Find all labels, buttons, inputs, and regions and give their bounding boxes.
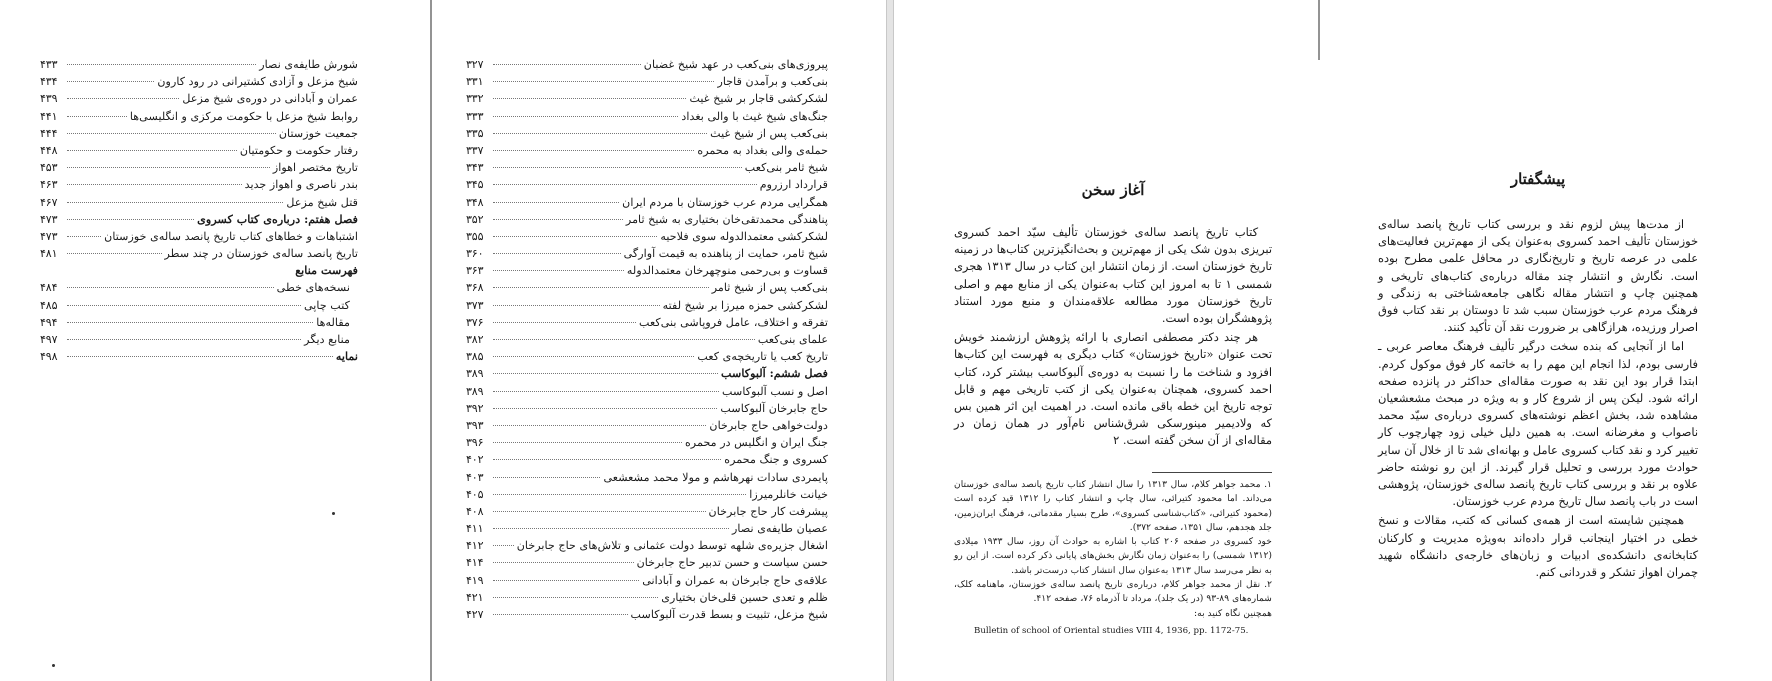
toc-entry-title: لشکرکشی قاجار بر شیخ غیث <box>689 92 828 106</box>
toc-leader-dots <box>67 253 162 254</box>
toc-entry-page-number: ۴۱۱ <box>466 522 484 536</box>
scan-speck <box>332 512 335 515</box>
toc-entry-page-number: ۴۲۷ <box>466 608 484 621</box>
toc-entry-title: لشکرکشی معتمدالدوله سوی فلاحیه <box>660 229 828 243</box>
toc-entry-page-number: ۳۳۲ <box>466 92 484 106</box>
toc-entry-page-number: ۳۶۳ <box>466 264 484 278</box>
toc-entry-page-number: ۳۲۷ <box>466 58 484 71</box>
toc-column-middle <box>466 56 828 623</box>
toc-entry <box>466 73 828 90</box>
toc-entry <box>40 56 358 73</box>
toc-entry-title: پایمردی سادات نهرهاشم و مولا محمد مشعشعی <box>603 470 828 484</box>
toc-entry-title: همگرایی مردم عرب خوزستان با مردم ایران <box>622 195 828 209</box>
toc-entry-page-number: ۳۳۳ <box>466 109 484 123</box>
toc-leader-dots <box>493 545 514 546</box>
intro-paragraph: کتاب تاریخ پانصد ساله‌ی خوزستان تألیف سیّد احمد کسروی تبریزی بدون شک یکی از مهم‌ترین و بحث‌انگیزترین کتاب‌ها در زمینه تاریخ خوزستان است. از زمان انتشار این کتاب در سال ۱۳۱۳ هجری شمسی ۱ تا به امروز این کتاب به‌عنوان یکی از منابع مهم و اصلی تاریخ خوزستان مورد مطالعه علاقه‌مندان و منبع مورد استناد پژوهشگران بوده است. <box>954 225 1273 326</box>
toc-entry-title: اشتباهات و خطاهای کتاب تاریخ پانصد ساله‌ی خوزستان <box>104 229 358 243</box>
toc-entry-page-number: ۳۴۵ <box>466 178 484 192</box>
toc-entry-title: حسن سیاست و حسن تدبیر حاج جابرخان <box>636 556 828 570</box>
toc-entry-title: جمعیت خوزستان <box>278 126 358 140</box>
toc-entry-page-number: ۴۱۴ <box>466 556 484 570</box>
toc-entry-title: بنی‌کعب پس از شیخ غیث <box>710 126 828 140</box>
toc-entry <box>40 73 358 90</box>
toc-leader-dots <box>493 528 729 529</box>
toc-entry-page-number: ۳۹۳ <box>466 418 484 432</box>
toc-leader-dots <box>493 391 719 392</box>
toc-entry-page-number: ۳۸۹ <box>466 384 484 398</box>
toc-entry-page-number: ۴۲۱ <box>466 590 484 604</box>
toc-leader-dots <box>493 133 707 134</box>
toc-leader-dots <box>493 356 694 357</box>
toc-entry-title: بنی‌کعب و برآمدن قاجار <box>717 75 828 89</box>
toc-column-far-left <box>40 56 358 365</box>
toc-entry-page-number: ۳۸۹ <box>466 367 484 381</box>
toc-entry <box>466 520 828 537</box>
toc-entry <box>466 108 828 125</box>
toc-entry-title: دولت‌خواهی حاج جابرخان <box>709 418 828 432</box>
toc-leader-dots <box>493 236 657 237</box>
toc-entry-page-number: ۴۴۱ <box>40 109 58 123</box>
toc-leader-dots <box>493 64 641 65</box>
toc-leader-dots <box>493 305 660 306</box>
toc-entry <box>40 245 358 262</box>
toc-entry-title: تفرقه و اختلاف، عامل فروپاشی بنی‌کعب <box>639 315 828 329</box>
toc-entry-title: بنی‌کعب پس از شیخ ثامر <box>711 281 828 295</box>
toc-entry <box>40 194 358 211</box>
toc-entry <box>466 348 828 365</box>
toc-entry <box>40 211 358 228</box>
intro-footnotes <box>954 478 1272 621</box>
toc-entry-page-number: ۴۰۳ <box>466 470 484 484</box>
toc-entry-title: قرارداد ارزروم <box>759 178 828 192</box>
toc-entry <box>466 331 828 348</box>
toc-entry-page-number: ۴۶۳ <box>40 178 58 192</box>
toc-entry-page-number: ۳۹۶ <box>466 436 484 450</box>
toc-entry-title: شیخ مزعل، تثبیت و بسط قدرت آلبوکاسب <box>630 608 828 621</box>
toc-entry-title: کسروی و جنگ محمره <box>724 453 828 467</box>
toc-entry-title: نمایه <box>335 349 358 364</box>
toc-entry <box>40 142 358 159</box>
toc-entry <box>40 297 358 314</box>
toc-leader-dots <box>67 133 276 134</box>
toc-leader-dots <box>493 253 621 254</box>
toc-entry-title: فهرست منابع <box>295 263 358 278</box>
toc-entry <box>466 90 828 107</box>
preface-paragraph: اما از آنجایی که بنده سخت درگیر تألیف فرهنگ معاصر عربی ـ فارسی بودم، لذا انجام این مهم را به خاتمه کار فوق موکول کردم. ابتدا قرار بود این نقد به صورت مقاله‌ای حداکثر در پانزده صفحه ارائه شود. لیکن پس از شروع کار و به ویژه در مبحث مشعشعیان مشاهده شد، بخش اعظم نوشته‌های کسروی درباره‌ی سیّد محمد ناصواب و مغرضانه است. به همین دلیل خیلی زود چهارچوب کار تغییر کرد و نقد کتاب کسروی عامل و بهانه‌ای شد تا از خلال آن سایر حوادث مورد بررسی و تحلیل قرار گیرند. از این رو نوشته حاضر علاوه بر نقد و بررسی کتاب تاریخ پانصد ساله‌ی خوزستان، پژوهشی است در باب پانصد سال تاریخ مردم عرب خوزستان. <box>1378 339 1698 509</box>
toc-entry-title: اشغال جزیره‌ی شلهه توسط دولت عثمانی و تلاش‌های حاج جابرخان <box>516 539 828 553</box>
toc-entry <box>40 348 358 365</box>
toc-entry-title: بندر ناصری و اهواز جدید <box>244 178 358 192</box>
toc-entry <box>466 417 828 434</box>
toc-leader-dots <box>493 373 718 374</box>
toc-leader-dots <box>493 167 742 168</box>
toc-entry <box>40 279 358 296</box>
toc-entry <box>466 554 828 571</box>
toc-leader-dots <box>493 580 639 581</box>
toc-entry <box>40 125 358 142</box>
spread-gutter <box>886 0 894 681</box>
toc-entry-page-number: ۴۱۹ <box>466 573 484 587</box>
toc-leader-dots <box>67 116 127 117</box>
toc-entry <box>466 572 828 589</box>
toc-entry <box>466 245 828 262</box>
toc-entry <box>40 314 358 331</box>
toc-entry-title: مقاله‌ها <box>316 315 350 329</box>
toc-entry-title: نسخه‌های خطی <box>276 281 350 295</box>
toc-entry <box>466 142 828 159</box>
toc-entry-title: ظلم و تعدی حسین قلی‌خان بختیاری <box>661 590 828 604</box>
toc-entry-title: شیخ مزعل و آزادی کشتیرانی در رود کارون <box>157 75 358 89</box>
toc-entry-page-number: ۳۷۳ <box>466 298 484 312</box>
toc-entry <box>466 56 828 73</box>
toc-leader-dots <box>67 98 179 99</box>
toc-entry-page-number: ۴۸۴ <box>40 281 58 295</box>
toc-entry-title: کتب چاپی <box>303 298 350 312</box>
toc-entry-page-number: ۳۸۲ <box>466 333 484 346</box>
toc-leader-dots <box>493 562 634 563</box>
toc-entry <box>466 262 828 279</box>
toc-entry-page-number: ۳۴۸ <box>466 195 484 209</box>
toc-entry <box>466 383 828 400</box>
toc-leader-dots <box>493 184 757 185</box>
toc-entry <box>466 589 828 606</box>
toc-entry <box>466 434 828 451</box>
toc-entry <box>40 262 358 279</box>
toc-entry <box>466 194 828 211</box>
toc-entry-title: خیانت خانلرمیرزا <box>749 487 828 501</box>
toc-leader-dots <box>493 287 709 288</box>
toc-entry <box>40 176 358 193</box>
toc-entry-title: حاج جابرخان آلبوکاسب <box>720 401 828 415</box>
toc-entry-title: فصل هفتم: درباره‌ی کتاب کسروی <box>197 211 358 226</box>
toc-entry-page-number: ۳۸۵ <box>466 350 484 364</box>
toc-leader-dots <box>493 116 678 117</box>
toc-entry-title: پیشرفت کار حاج جابرخان <box>708 504 828 518</box>
toc-entry-page-number: ۴۳۹ <box>40 92 58 106</box>
footnote-divider <box>1152 472 1272 473</box>
toc-leader-dots <box>67 64 256 65</box>
toc-entry-page-number: ۴۳۴ <box>40 75 58 89</box>
toc-entry <box>40 331 358 348</box>
toc-leader-dots <box>493 322 636 323</box>
toc-entry <box>466 537 828 554</box>
toc-entry <box>466 297 828 314</box>
toc-leader-dots <box>493 459 721 460</box>
toc-entry-page-number: ۴۶۷ <box>40 195 58 209</box>
toc-entry-page-number: ۴۵۳ <box>40 161 58 175</box>
toc-entry-title: جنگ ایران و انگلیس در محمره <box>684 436 828 450</box>
scan-speck <box>52 664 55 667</box>
toc-entry-page-number: ۴۱۲ <box>466 539 484 553</box>
toc-entry <box>466 314 828 331</box>
toc-entry-title: اصل و نسب آلبوکاسب <box>722 384 828 398</box>
toc-entry-page-number: ۳۳۷ <box>466 143 484 157</box>
toc-entry <box>466 606 828 623</box>
toc-leader-dots <box>67 184 242 185</box>
toc-entry <box>40 108 358 125</box>
toc-leader-dots <box>493 494 746 495</box>
toc-entry-title: قساوت و بی‌رحمی منوچهرخان معتمدالدوله <box>626 264 828 278</box>
intro-paragraph: هر چند دکتر مصطفی انصاری با ارائه پژوهش ارزشمند خویش تحت عنوان «تاریخ خوزستان» کتاب دیگری به فهرست این کتاب‌ها افزود و شناخت ما را نسبت به دوره‌ی آلبوکاسب بیشتر کرد، کتاب احمد کسروی، همچنان به‌عنوان یکی از کتب تاریخی مهم و قابل توجه تاریخ این خطه باقی مانده است. در اهمیت این اثر همین بس که ولادیمیر مینورسکی شرق‌شناس نام‌آور در همان زمان در مقاله‌ای از آن سخن گفته است. ۲ <box>954 330 1272 448</box>
toc-entry-title: علمای بنی‌کعب <box>757 333 828 346</box>
toc-entry-page-number: ۴۷۳ <box>40 212 58 226</box>
toc-entry-page-number: ۳۹۲ <box>466 401 484 415</box>
right-book-spread <box>894 0 1772 681</box>
toc-leader-dots <box>67 236 101 237</box>
toc-entry-title: لشکرکشی حمزه میرزا بر شیخ لفته <box>662 298 828 312</box>
toc-entry-title: شیخ ثامر، حمایت از پناهنده به قیمت آوارگی <box>623 247 828 261</box>
toc-leader-dots <box>67 81 154 82</box>
footnote-entry: خود کسروی در صفحه ۲۰۶ کتاب با اشاره به حوادث آن روز، سال ۱۹۳۳ میلادی (۱۳۱۲ شمسی) را به‌عنوان زمان نگارش بخش‌های پایانی ذکر کرده است. از این رو به نظر می‌رسد سال ۱۳۱۳ به‌عنوان سال انتشار کتاب درست‌تر باشد. <box>954 536 1272 576</box>
toc-entry-page-number: ۴۴۸ <box>40 143 58 157</box>
toc-entry <box>466 211 828 228</box>
toc-entry-page-number: ۴۴۴ <box>40 126 58 140</box>
toc-entry-page-number: ۳۵۵ <box>466 229 484 243</box>
intro-body-text <box>954 224 1272 452</box>
toc-entry-page-number: ۴۰۵ <box>466 487 484 501</box>
toc-entry <box>466 365 828 382</box>
toc-entry-title: عصیان طایفه‌ی نصار <box>732 522 828 536</box>
toc-leader-dots <box>493 270 624 271</box>
toc-entry-title: منابع دیگر <box>304 333 350 346</box>
toc-entry-title: علاقه‌ی حاج جابرخان به عمران و آبادانی <box>642 573 828 587</box>
toc-leader-dots <box>493 339 755 340</box>
toc-entry-page-number: ۳۳۱ <box>466 75 484 89</box>
toc-entry-page-number: ۴۹۴ <box>40 315 58 329</box>
toc-leader-dots <box>67 339 301 340</box>
toc-entry-page-number: ۴۹۷ <box>40 333 58 346</box>
toc-entry-page-number: ۴۰۲ <box>466 453 484 467</box>
footnote-entry: ۱. محمد جواهر کلام، سال ۱۳۱۳ را سال انتشار کتاب تاریخ پانصد ساله‌ی خوزستان می‌داند. اما محمود کتیرائی، سال چاپ و انتشار کتاب را ۱۳۱۲ قید کرده است (محمود کتیرائی، «کتاب‌شناسی کسروی»، طرح بسیار مقدماتی، فرهنگ ایران‌زمین، جلد هجدهم، سال ۱۳۵۱، صفحه ۳۷۲). <box>954 479 1272 533</box>
page-fold-line <box>1318 0 1320 60</box>
toc-entry <box>40 90 358 107</box>
toc-entry-title: جنگ‌های شیخ غیث با والی بغداد <box>681 109 828 123</box>
toc-entry <box>466 125 828 142</box>
toc-leader-dots <box>493 614 628 615</box>
toc-entry <box>466 400 828 417</box>
toc-leader-dots <box>493 425 706 426</box>
toc-leader-dots <box>67 202 283 203</box>
toc-leader-dots <box>493 597 658 598</box>
toc-entry-title: رفتار حکومت و حکومتیان <box>239 143 358 157</box>
preface-paragraph: از مدت‌ها پیش لزوم نقد و بررسی کتاب تاریخ پانصد ساله‌ی خوزستان تألیف احمد کسروی به‌عنوان یکی از مهم‌ترین فعالیت‌های علمی در عرصه تاریخ و تاریخ‌نگاری در محافل علمی مطرح بوده است. نگارش و انتشار چند مقاله درباره‌ی کتاب‌های تاریخی و همچنین چاپ و انتشار مقاله نگاهی جامعه‌شناختی به زندگی و فرهنگ مردم عرب خوزستان سبب شد تا دوستان بر نقد کتاب فوق اصرار ورزیده، هراز‌گاهی بر ضرورت نقد آن تأکید کنند. <box>1378 217 1698 335</box>
toc-entry-page-number: ۴۸۵ <box>40 298 58 312</box>
toc-entry-page-number: ۴۹۸ <box>40 350 58 364</box>
toc-leader-dots <box>67 356 333 357</box>
toc-leader-dots <box>67 150 237 151</box>
toc-entry-page-number: ۳۶۸ <box>466 281 484 295</box>
preface-heading: پیشگفتار <box>1510 170 1566 188</box>
toc-entry-page-number: ۳۶۰ <box>466 247 484 261</box>
toc-leader-dots <box>67 219 194 220</box>
toc-leader-dots <box>67 287 274 288</box>
toc-leader-dots <box>493 408 717 409</box>
toc-entry-title: عمران و آبادانی در دوره‌ی شیخ مزعل <box>182 92 358 106</box>
toc-entry-page-number: ۴۳۳ <box>40 58 58 71</box>
toc-leader-dots <box>67 167 270 168</box>
preface-body-text <box>1378 216 1698 583</box>
toc-entry-title: روابط شیخ مزعل با حکومت مرکزی و انگلیسی‌ها <box>129 109 358 123</box>
toc-entry <box>466 469 828 486</box>
toc-entry <box>466 228 828 245</box>
toc-entry-page-number: ۴۰۸ <box>466 504 484 518</box>
toc-leader-dots <box>493 442 682 443</box>
toc-entry-title: شورش طایفه‌ی نصار <box>259 58 358 71</box>
toc-leader-dots <box>493 477 600 478</box>
toc-entry-page-number: ۴۸۱ <box>40 247 58 261</box>
toc-entry-page-number: ۳۴۳ <box>466 161 484 175</box>
toc-entry-title: شیخ ثامر بنی‌کعب <box>744 161 828 175</box>
toc-entry-page-number: ۴۷۳ <box>40 229 58 243</box>
toc-entry-title: تاریخ مختصر اهواز <box>272 161 358 175</box>
toc-entry <box>466 279 828 296</box>
toc-leader-dots <box>493 511 706 512</box>
latin-reference: Bulletin of school of Oriental studies VIII 4, 1936, pp. 1172-75. <box>974 626 1249 636</box>
toc-entry-page-number: ۳۳۵ <box>466 126 484 140</box>
toc-entry <box>466 486 828 503</box>
toc-entry-page-number: ۳۵۲ <box>466 212 484 226</box>
toc-leader-dots <box>493 202 619 203</box>
toc-entry <box>466 451 828 468</box>
toc-entry-title: پیروزی‌های بنی‌کعب در عهد شیخ غضبان <box>643 58 828 71</box>
toc-entry <box>40 159 358 176</box>
toc-entry-page-number: ۳۷۶ <box>466 315 484 329</box>
toc-entry-title: تاریخ کعب یا تاریخچه‌ی کعب <box>697 350 828 364</box>
toc-entry <box>466 503 828 520</box>
preface-paragraph: همچنین شایسته است از همه‌ی کسانی که کتب، مقالات و نسخ خطی در اختیار اینجانب قرار داده‌اند به‌ویژه مدیریت و کارکنان کتابخانه‌ی دانشکده‌ی ادبیات و زبان‌های خارجه‌ی دانشگاه شهید چمران اهواز تشکر و قدردانی کنم. <box>1378 513 1698 580</box>
toc-leader-dots <box>493 98 686 99</box>
toc-entry-title: تاریخ پانصد ساله‌ی خوزستان در چند سطر <box>164 247 358 261</box>
toc-leader-dots <box>493 81 714 82</box>
toc-entry-title: حمله‌ی والی بغداد به محمره <box>697 143 828 157</box>
toc-entry-title: فصل ششم: آلبوکاسب <box>720 366 828 381</box>
footnote-entry: همچنین نگاه کنید به: <box>1194 607 1272 619</box>
toc-leader-dots <box>493 150 694 151</box>
intro-heading: آغاز سخن <box>1081 181 1145 199</box>
toc-entry <box>466 176 828 193</box>
toc-leader-dots <box>67 322 313 323</box>
toc-leader-dots <box>67 305 301 306</box>
toc-entry-title: قتل شیخ مزعل <box>286 195 358 209</box>
footnote-entry: ۲. نقل از محمد جواهر کلام، درباره‌ی تاریخ پانصد ساله‌ی خوزستان، ماهنامه کلک، شماره‌های ۸۹-۹۳ (در یک جلد)، مرداد تا آذرماه ۷۶، صفحه ۴۱۲. <box>954 579 1272 605</box>
toc-entry <box>466 159 828 176</box>
toc-entry-title: پناهندگی محمدتقی‌خان بختیاری به شیخ ثامر <box>625 212 828 226</box>
toc-leader-dots <box>493 219 623 220</box>
page-fold-line <box>430 0 432 681</box>
toc-entry <box>40 228 358 245</box>
